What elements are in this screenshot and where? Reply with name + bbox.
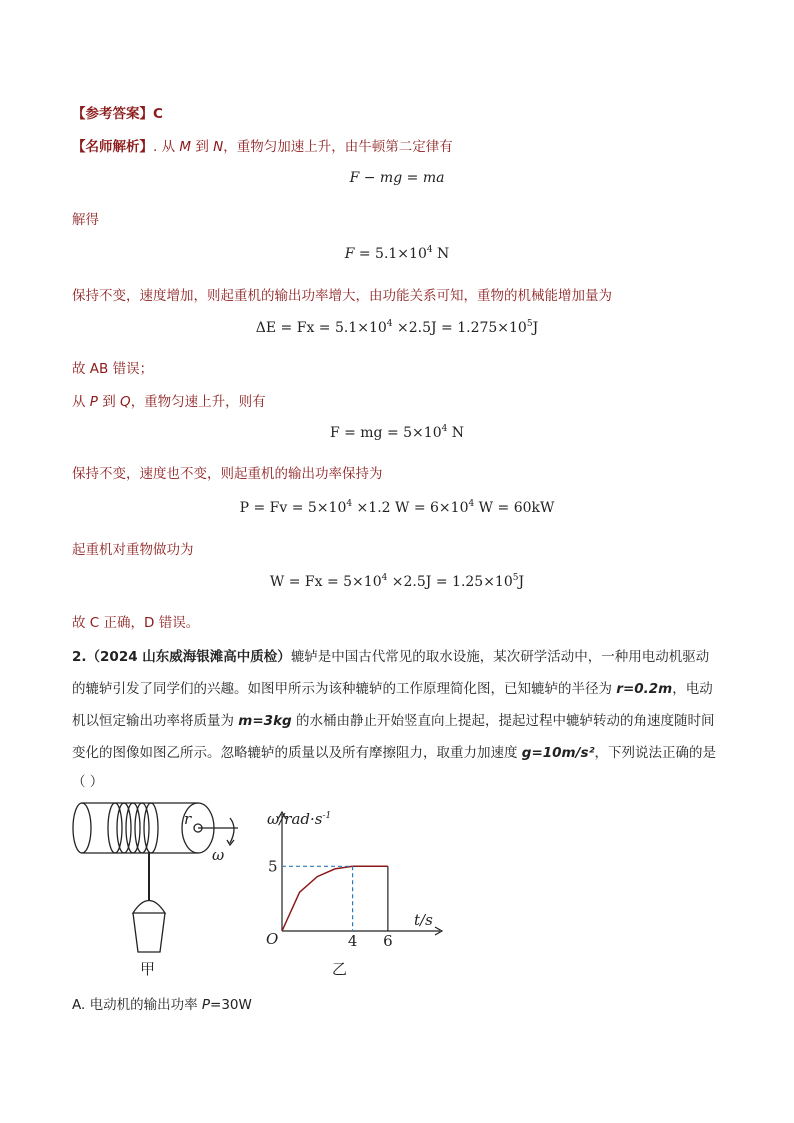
paragraph-4: 保持不变，速度也不变，则起重机的输出功率保持为 [72, 466, 383, 482]
left-caption: 甲 [140, 960, 156, 978]
point-n: N [213, 139, 224, 155]
rope-coil [117, 803, 131, 853]
answer-label: 【参考答案】 [72, 106, 153, 122]
equation-4: F = mg = $5\times 10^4$ N [329, 424, 465, 441]
question-2-line-1: 2.（2024 山东威海银滩高中质检）辘轳是中国古代常见的取水设施，某次研学活动中，一种用电动机驱动 [72, 649, 710, 665]
question-2-line-5: （ ） [72, 774, 104, 790]
rope-coil [108, 803, 122, 853]
question-2-line-3: 机以恒定输出功率将质量为 m=3kg 的水桶由静止开始竖直向上提起，提起过程中辘轳转动的角速度随时间 [72, 713, 715, 729]
equation-5: $P = Fv = 5\times 10^4 \times 1.2$ $W = 6\times 10^4$ W = 60kW [239, 499, 555, 516]
answer-value: C [153, 106, 163, 122]
winch-diagram [73, 803, 238, 952]
analysis-line [72, 135, 453, 155]
bucket-top [133, 901, 165, 914]
point-p: P [89, 394, 98, 410]
right-caption: 乙 [332, 960, 348, 978]
rope-coil [135, 803, 149, 853]
y-tick-5: 5 [268, 857, 278, 876]
solve-text: 解得 [72, 212, 99, 228]
analysis-text: . 从 [153, 139, 180, 155]
equation-2: $F = 5.1\times 10^4$ N [344, 245, 450, 262]
figure [70, 788, 470, 992]
point-q: Q [120, 394, 131, 410]
x-tick-4: 4 [347, 932, 358, 950]
x-tick-6: 6 [383, 932, 393, 950]
rope-coil [126, 803, 140, 853]
conclusion: 故 C 正确，D 错误。 [72, 615, 200, 631]
rotation-arrow [230, 818, 234, 843]
rope-coil [144, 803, 158, 853]
drum-left-face [73, 803, 91, 853]
question-2-line-2: 的辘轳引发了同学们的兴趣。如图甲所示为该种辘轳的工作原理简化图，已知辘轳的半径为 r=0.2m，电动 [72, 681, 713, 697]
analysis-text: ，重物匀加速上升，由牛顿第二定律有 [223, 139, 453, 155]
paragraph-3: 从 P 到 Q，重物匀速上升，则有 [72, 394, 266, 410]
y-axis-label: $\omega/rad\cdot s^{-1}$ [267, 810, 332, 828]
equation-6: $W = Fx = 5\times 10^4 \times 2.5J = 1.25\times 10^5J$ [269, 573, 525, 590]
bucket-body [133, 913, 165, 952]
paragraph-2: 保持不变，速度增加，则起重机的输出功率增大，由功能关系可知，重物的机械能增加量为 [72, 288, 612, 304]
analysis-label: 【名师解析】 [72, 139, 153, 155]
figure-svg [70, 788, 470, 988]
equation-1: F − mg = ma [349, 170, 445, 186]
origin-label: O [266, 930, 279, 948]
answer-line [72, 102, 163, 122]
paragraph-5: 起重机对重物做功为 [72, 542, 194, 558]
omega-curve [282, 866, 353, 931]
analysis-text: 到 [191, 139, 214, 155]
question-2-line-4: 变化的图像如图乙所示。忽略辘轳的质量以及所有摩擦阻力，取重力加速度 g=10m/s²，下列说法正确的是 [72, 745, 717, 761]
equation-3: $\Delta E = Fx = 5.1\times 10^4 \times 2.5J = 1.275\times 10^5J$ [255, 319, 539, 336]
omega-label: ω [212, 846, 225, 864]
point-m: M [179, 139, 192, 155]
wrong-ab: 故 AB 错误； [72, 361, 154, 377]
omega-graph [266, 810, 442, 950]
x-axis-label: t/s [414, 911, 433, 929]
option-a[interactable]: A. 电动机的输出功率 P=30W [72, 997, 252, 1013]
radius-label: r [184, 810, 192, 828]
